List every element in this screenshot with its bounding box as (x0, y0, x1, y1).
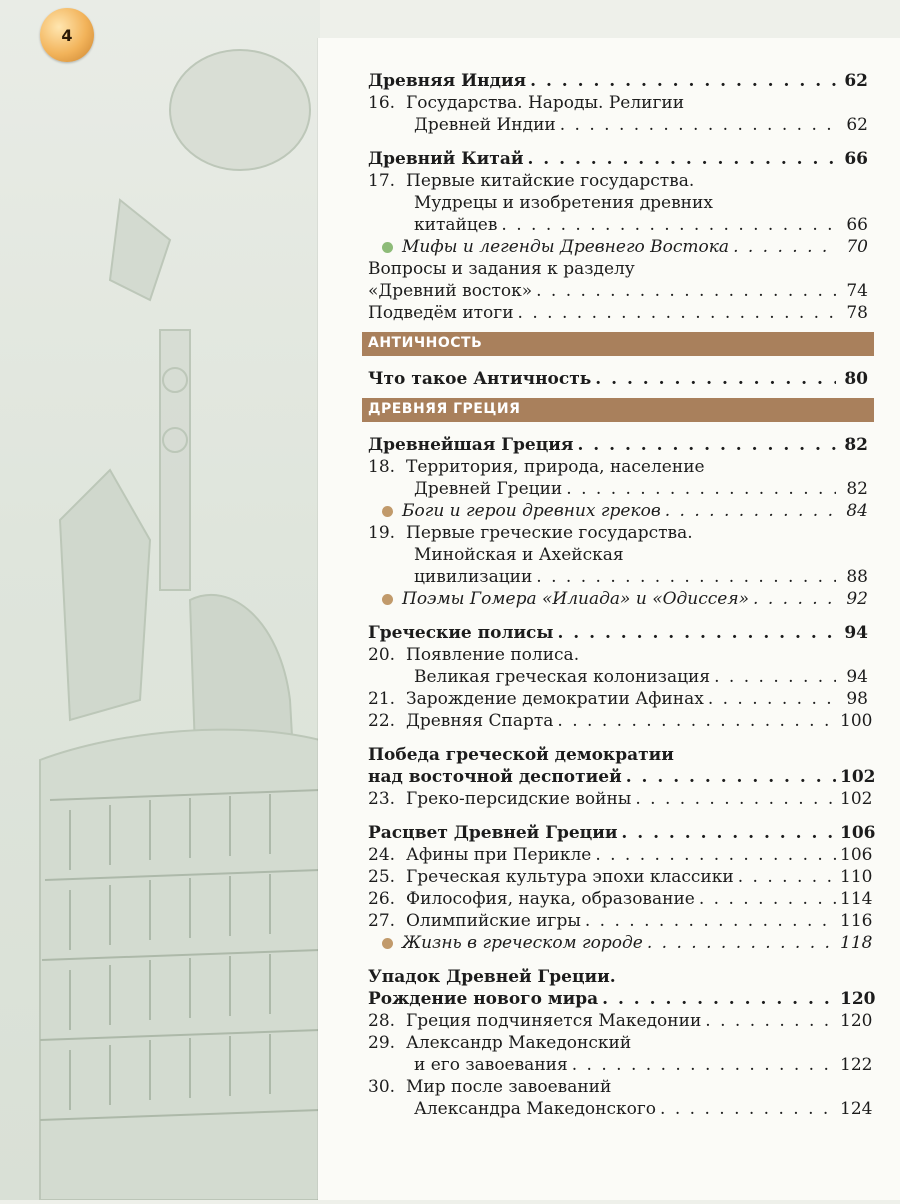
toc-heading-ancient-greece[interactable]: Древнейшая Греция . . . 82 (368, 434, 868, 456)
toc-entry-questions-cont[interactable]: «Древний восток» . . . 74 (368, 280, 868, 302)
toc-entry-19-line2: Минойская и Ахейская (414, 545, 624, 565)
toc-entry-17-line2: Мудрецы и изобретения древних (414, 193, 713, 213)
toc-entry-21[interactable]: 21. Зарождение демократии Афинах . . . 98 (368, 688, 868, 710)
section-header-antiquity: АНТИЧНОСТЬ (362, 332, 874, 356)
toc-entry-24[interactable]: 24. Афины при Перикле . . . 106 (368, 844, 868, 866)
brown-bullet-icon (382, 506, 393, 517)
toc-entry-29-cont[interactable]: и его завоевания . . . 122 (368, 1054, 868, 1076)
page-number-badge (40, 8, 94, 62)
toc-entry-30[interactable]: 30. Мир после завоеваний (368, 1077, 612, 1097)
toc-heading-decline[interactable]: Упадок Древней Греции. (368, 967, 616, 987)
toc-entry-myths-east[interactable]: Мифы и легенды Древнего Востока . . . 70 (368, 236, 868, 258)
toc-heading-victory-cont[interactable]: над восточной деспотией . . . 102 (368, 766, 868, 788)
green-bullet-icon (382, 242, 393, 253)
toc-entry-30-cont[interactable]: Александра Македонского . . . 124 (368, 1098, 868, 1120)
page-number: 4 (61, 25, 73, 45)
toc-entry-homer[interactable]: Поэмы Гомера «Илиада» и «Одиссея» . . . 92 (368, 588, 868, 610)
toc-entry-17-cont[interactable]: китайцев . . . 66 (368, 214, 868, 236)
toc-entry-life[interactable]: Жизнь в греческом городе . . . 118 (368, 932, 868, 954)
section-header-greece: ДРЕВНЯЯ ГРЕЦИЯ (362, 398, 874, 422)
toc-heading-polis[interactable]: Греческие полисы . . . 94 (368, 622, 868, 644)
toc-entry-27[interactable]: 27. Олимпийские игры . . . 116 (368, 910, 868, 932)
toc-entry-17[interactable]: 17. Первые китайские государства. (368, 171, 695, 191)
toc-heading-india[interactable]: Древняя Индия . . . 62 (368, 70, 868, 92)
toc-entry-summary[interactable]: Подведём итоги . . . 78 (368, 302, 868, 324)
toc-heading-rise[interactable]: Расцвет Древней Греции . . . 106 (368, 822, 868, 844)
brown-bullet-icon (382, 594, 393, 605)
toc-heading-victory[interactable]: Победа греческой демократии (368, 745, 674, 765)
toc-entry-questions[interactable]: Вопросы и задания к разделу (368, 259, 635, 279)
toc-entry-16[interactable]: 16. Государства. Народы. Религии (368, 93, 685, 113)
toc-entry-23[interactable]: 23. Греко-персидские войны . . . 102 (368, 788, 868, 810)
toc-entry-25[interactable]: 25. Греческая культура эпохи классики . . . 110 (368, 866, 868, 888)
toc-entry-26[interactable]: 26. Философия, наука, образование . . . 114 (368, 888, 868, 910)
toc-entry-18-cont[interactable]: Древней Греции . . . 82 (368, 478, 868, 500)
toc-entry-28[interactable]: 28. Греция подчиняется Македонии . . . 120 (368, 1010, 868, 1032)
toc-entry-20-cont[interactable]: Великая греческая колонизация . . . 94 (368, 666, 868, 688)
table-of-contents (368, 70, 876, 1120)
toc-entry-gods[interactable]: Боги и герои древних греков . . . 84 (368, 500, 868, 522)
toc-entry-29[interactable]: 29. Александр Македонский (368, 1033, 632, 1053)
toc-heading-china[interactable]: Древний Китай . . . 66 (368, 148, 868, 170)
colosseum-statue-illustration (0, 0, 320, 1200)
toc-entry-19-cont[interactable]: цивилизации . . . 88 (368, 566, 868, 588)
toc-entry-22[interactable]: 22. Древняя Спарта . . . 100 (368, 710, 868, 732)
toc-heading-what-antiquity[interactable]: Что такое Античность . . . 80 (368, 368, 868, 390)
brown-bullet-icon (382, 938, 393, 949)
toc-heading-decline-cont[interactable]: Рождение нового мира . . . 120 (368, 988, 868, 1010)
toc-entry-20[interactable]: 20. Появление полиса. (368, 645, 580, 665)
toc-entry-19[interactable]: 19. Первые греческие государства. (368, 523, 693, 543)
toc-entry-18[interactable]: 18. Территория, природа, население (368, 457, 705, 477)
background-illustration (0, 0, 320, 1200)
toc-entry-16-cont[interactable]: Древней Индии . . . 62 (368, 114, 868, 136)
